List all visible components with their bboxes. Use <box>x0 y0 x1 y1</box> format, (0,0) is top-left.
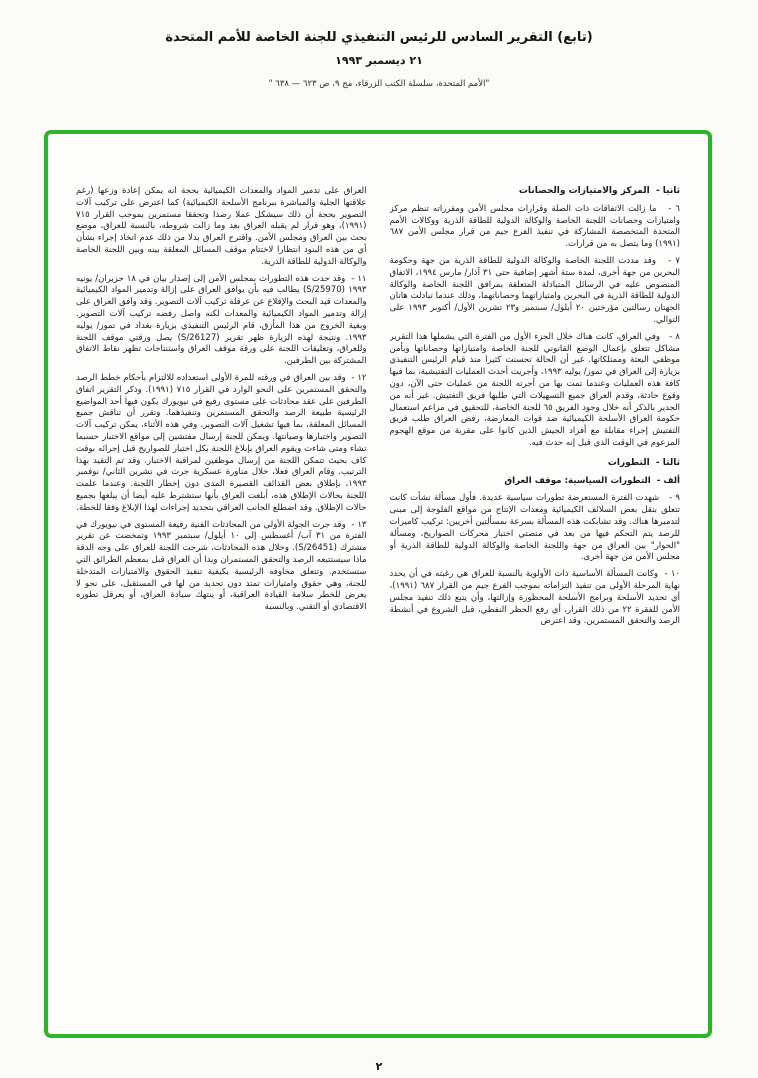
two-column-layout <box>76 186 680 1014</box>
column-right <box>390 186 681 1014</box>
section-heading-second: ثانيا - المركز والامتيازات والحصانات <box>518 186 680 196</box>
paragraph-12: ١٢ - وقد بين العراق في ورقته للمرة الأولى استعداده للالتزام بأحكام خطط الرصد والتحقق المستمرين على النحو الوارد في القرار ٧١٥ (١٩٩١). وذكر التقرير اتفاق الطرفين على عقد محادثات على مستوى رفيع في نيويورك يكون فيها أحد المواضيع الرئيسية طبيعة الرصد والتحقق المستمرين وتنفيذهما. وتقرر أن تناقش جميع المسائل المعلقة، بما فيها تشغيل آلات التصوير. وفي هذه الأثناء، يمكن تركيب آلات التصوير واختبارها وصيانتها. ويمكن للجنة إرسال مفتشين إلى مواقع الاختبار حسبما تشاء ومتى شاءت ويقوم العراق بإبلاغ اللجنة بكل اختبار للصواريخ قبل إجرائه بوقت كاف بحيث تتمكن اللجنة من إرسال موظفين لمراقبة الاختبار. وقد تم التقيد بهذا الترتيب. وقام العراق فعلا، خلال مناورة عسكرية جرت في تشرين الثاني/ نوفمبر ١٩٩٣، بإطلاق بعض القذائف القصيرة المدى دون إخطار اللجنة. وعندما علمت اللجنة بحالات الإطلاق هذه، أبلغت العراق بأنها ستشترط عليه أيضا أن يبلغها بجميع حالات الإطلاق. وقد اضطلع الجانب العراقي بتحديد إجراءات لهذا الإبلاغ وفقا للخطة. <box>76 372 367 513</box>
paragraph-9: ٩ - شهدت الفترة المستعرضة تطورات سياسية عديدة. فأول مسألة نشأت كانت تتعلق بنقل بعض السلائف الكيميائية ومعدات الإنتاج من مواقع الفلوجة إلى مبنى لتدميرها هناك. وقد تشابكت هذه المسألة بسرعة بمسألتين أخريين: تركيب كاميرات للرصد يتم التحكم فيها من بعد في منصتي اختبار محركات الصواريخ، ومسألة "الحوار" بين العراق من جهة واللجنة الخاصة والوكالة الدولية للطاقة الذرية أو مجلس الأمن من جهة أخرى. <box>389 493 680 563</box>
content-frame <box>44 130 712 1038</box>
subsection-heading-alef: ألف - التطورات السياسية: موقف العراق <box>504 475 680 486</box>
paragraph-6: ٦ - ما زالت الاتفاقات ذات الصلة وقرارات مجلس الأمن ومقرراته تنظم مركز وامتيازات وحصانات اللجنة الخاصة والوكالة الدولية للطاقة الذرية ووكالات الأمم المتحدة المتخصصة المشاركة في تنفيذ الفرع جيم من قرار مجلس الأمن ٦٨٧ (١٩٩١) وما يتصل به من قرارات. <box>389 203 680 250</box>
page-number: ٢ <box>375 1060 383 1073</box>
paragraph-11: ١١ - وقد حدت هذه التطورات بمجلس الأمن إلى إصدار بيان في ١٨ حزيران/ يونيه ١٩٩٣ (S/25970) يطالب فيه بأن يوافق العراق على إزالة وتدمير المواد الكيميائية والمعدات قيد البحث والإقلاع عن عرقلة تركيب آلات التصوير. وقد وافق العراق على إزالة وتدمير المواد الكيميائية والمعدات لكنه واصل رفضه تركيب آلات التصوير. وبغية الخروج من هذا المأزق، قام الرئيس التنفيذي بزيارة بغداد في تموز/ يوليه ١٩٩٣. ونتيجة لهذه الزيارة ظهر تقرير (S/26127) يصل ورقتي موقف اللجنة وللعراق، وتعليقات اللجنة على ورقة موقف العراق واستنتاجات تظهر نقاط الاتفاق المشتركة بين الطرفين. <box>76 273 367 367</box>
paragraph-8: ٨ - وفي العراق، كانت هناك خلال الجزء الأول من الفترة التي يشملها هذا التقرير مشاكل تتعلق بإعمال الوضع القانوني للجنة الخاصة وامتيازاتها وحصاناتها وبأمن موظفي البعثة وممتلكاتها. غير أن الحالة تحسنت كثيرا منذ قيام الرئيس التنفيذي بزيارة إلى العراق في تموز/ يوليه ١٩٩٣، وأجريت أحدث العمليات التفتيشية، بما فيها كافة هذه العمليات وعندما تمت بها من أجرته اللجنة من عمليات حتى الآن، دون وقوع حادثة، وقدم العراق جميع التسهيلات التي طلبها فريق التفتيش. غير أنه من الجدير بالذكر أنه خلال وجود الفريق ٦٥ للجنة الخاصة، للتحقيق في مزاعم استعمال حكومة العراق الأسلحة الكيميائية ضد قوات المعارضة، رفض العراق طلب فريق التفتيش إجراء مقابلة مع أفراد الجيش الذين كانوا على مقربة من موقع الهجوم المزعوم في الوقت الذي قيل إنه حدث فيه. <box>389 331 680 448</box>
paragraph-13: ١٣ - وقد جرت الجولة الأولى من المحادثات الفنية رفيعة المستوى في نيويورك في الفترة من ٣١ آب/ أغسطس إلى ١٠ أيلول/ سبتمبر ١٩٩٣ وتمخضت عن تقرير مشترك (S/26451). وخلال هذه المحادثات، شرحت اللجنة للعراق على وجه الدقة ماذا سيستتبعه الرصد والتحقق المستمران وبدا أن العراق قبل بمعظم الطرائق التي ستستخدم. وتتعلق مخاوفه الرئيسية بكيفية تنفيذ الحقوق والامتيازات المتدخلة للجنة، وهي حقوق وامتيازات تمتد دون تحديد من لها في المستقبل، على نحو لا يعرض للخطر سلامة القيادة العراقية، أو ينتهك سيادة العراق، أو يعرقل تطوره الاقتصادي أو التقني. وبالنسبة <box>76 519 367 613</box>
paragraph-continuation: العراق على تدمير المواد والمعدات الكيميائية بحجة أنه يمكن إعادة وزعها (رغم علاقتها الجلية والمباشرة ببرنامج الأسلحة الكيميائية) كما اعترض على تركيب آلات التصوير بحجة أن ذلك سيشكل عملا رصدا وتحققا مستمرين بموجب القرار ٧١٥ (١٩٩١)، وهو قرار لم يقبله العراق بعد وما زالت شروطه، بالنسبة للعراق، موضع بحث بين العراق ومجلس الأمن. واقترح العراق بدلا من ذلك عدم اتخاذ إجراء بشأن أي من هذه البنود انتظارا لاختتام موقف المسائل المعلقة بينه وبين اللجنة الخاصة والوكالة الدولية للطاقة الذرية. <box>76 186 367 267</box>
paragraph-10: ١٠ - وكانت المسألة الأساسية ذات الأولوية بالنسبة للعراق هي رغبته في أن يحدد نهاية المرحلة الأولى من تنفيذ التزاماته بموجب الفرع جيم من القرار ٦٨٧ (١٩٩١)، أي تحديد الأسلحة وبرامج الأسلحة المحظورة وإزالتها، وأن يتبع ذلك تنفيذ مجلس الأمن للفقرة ٢٢ من ذلك القرار، أي رفع الحظر النفطي، قبل الشروع في أنشطة الرصد والتحقق المستمرين. وقد اعترض <box>389 569 680 627</box>
column-left <box>76 186 367 1014</box>
paragraph-7: ٧ - وقد مددت اللجنة الخاصة والوكالة الدولية للطاقة الذرية من جهة وحكومة البحرين من جهة أخرى، لمدة ستة أشهر إضافية حتى ٣١ آذار/ مارس ١٩٩٤، الاتفاق المنصوص عليه في الرسائل المتبادلة المتعلقة بمرافق اللجنة الخاصة والوكالة الدولية للطاقة الذرية في البحرين وامتيازاتهما وحصاناتهما، وذلك عندما تبادلت هاتان الجهتان رسالتين مؤرختين ٢٠ أيلول/ سبتمبر و٢٣ تشرين الأول/ أكتوبر ١٩٩٣ على التوالي. <box>389 255 680 325</box>
document-title: (تابع) التقرير السادس للرئيس التنفيذي للجنة الخاصة للأمم المتحدة <box>165 30 593 45</box>
document-header <box>0 30 758 89</box>
document-source-citation: "الأمم المتحدة، سلسلة الكتب الزرقاء، مج ٩، ص ٦٢٣ — ٦٣٨ " <box>268 79 490 89</box>
section-heading-third: ثالثا - التطورات <box>607 457 680 468</box>
document-date: ٢١ ديسمبر ١٩٩٣ <box>335 54 423 67</box>
